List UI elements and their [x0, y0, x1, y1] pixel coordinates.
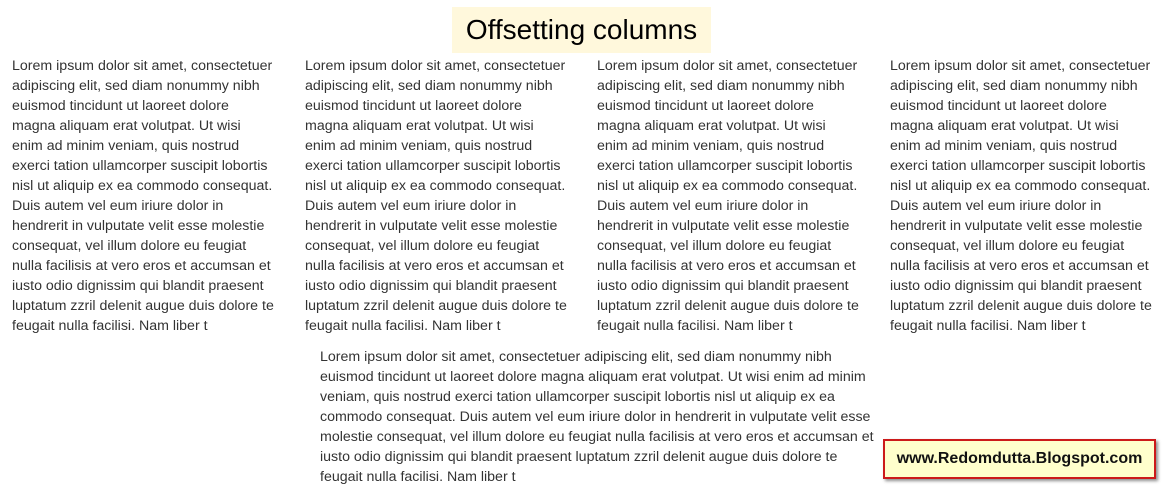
- column-2: Lorem ipsum dolor sit amet, consectetuer adipiscing elit, sed diam nonummy nibh euismod tincidunt ut laoreet dolore magna aliquam erat volutpat. Ut wisi enim ad minim veniam, quis nostrud exerci tation ullamcorper suscipit lobortis nisl ut aliquip ex ea commodo consequat. Duis autem vel eum iriure dolor in hendrerit in vulputate velit esse molestie consequat, vel illum dolore eu feugiat nulla facilisis at vero eros et accumsan et iusto odio dignissim qui blandit praesent luptatum zzril delenit augue duis dolore te feugait nulla facilisi. Nam liber t: [305, 58, 567, 334]
- watermark-badge: www.Redomdutta.Blogspot.com: [883, 439, 1156, 479]
- column-4: Lorem ipsum dolor sit amet, consectetuer adipiscing elit, sed diam nonummy nibh euismod tincidunt ut laoreet dolore magna aliquam erat volutpat. Ut wisi enim ad minim veniam, quis nostrud exerci tation ullamcorper suscipit lobortis nisl ut aliquip ex ea commodo consequat. Duis autem vel eum iriure dolor in hendrerit in vulputate velit esse molestie consequat, vel illum dolore eu feugiat nulla facilisis at vero eros et accumsan et iusto odio dignissim qui blandit praesent luptatum zzril delenit augue duis dolore te feugait nulla facilisi. Nam liber t: [890, 58, 1152, 334]
- column-1: Lorem ipsum dolor sit amet, consectetuer adipiscing elit, sed diam nonummy nibh euismod tincidunt ut laoreet dolore magna aliquam erat volutpat. Ut wisi enim ad minim veniam, quis nostrud exerci tation ullamcorper suscipit lobortis nisl ut aliquip ex ea commodo consequat. Duis autem vel eum iriure dolor in hendrerit in vulputate velit esse molestie consequat, vel illum dolore eu feugiat nulla facilisis at vero eros et accumsan et iusto odio dignissim qui blandit praesent luptatum zzril delenit augue duis dolore te feugait nulla facilisi. Nam liber t: [12, 58, 274, 334]
- column-3: Lorem ipsum dolor sit amet, consectetuer adipiscing elit, sed diam nonummy nibh euismod tincidunt ut laoreet dolore magna aliquam erat volutpat. Ut wisi enim ad minim veniam, quis nostrud exerci tation ullamcorper suscipit lobortis nisl ut aliquip ex ea commodo consequat. Duis autem vel eum iriure dolor in hendrerit in vulputate velit esse molestie consequat, vel illum dolore eu feugiat nulla facilisis at vero eros et accumsan et iusto odio dignissim qui blandit praesent luptatum zzril delenit augue duis dolore te feugait nulla facilisi. Nam liber t: [597, 58, 859, 334]
- offset-column: Lorem ipsum dolor sit amet, consectetuer adipiscing elit, sed diam nonummy nibh euismod tincidunt ut laoreet dolore magna aliquam erat volutpat. Ut wisi enim ad minim veniam, quis nostrud exerci tation ullamcorper suscipit lobortis nisl ut aliquip ex ea commodo consequat. Duis autem vel eum iriure dolor in hendrerit in vulputate velit esse molestie consequat, vel illum dolore eu feugiat nulla facilisis at vero eros et accumsan et iusto odio dignissim qui blandit praesent luptatum zzril delenit augue duis dolore te feugait nulla facilisi. Nam liber t: [320, 349, 874, 485]
- page-title: Offsetting columns: [452, 7, 711, 53]
